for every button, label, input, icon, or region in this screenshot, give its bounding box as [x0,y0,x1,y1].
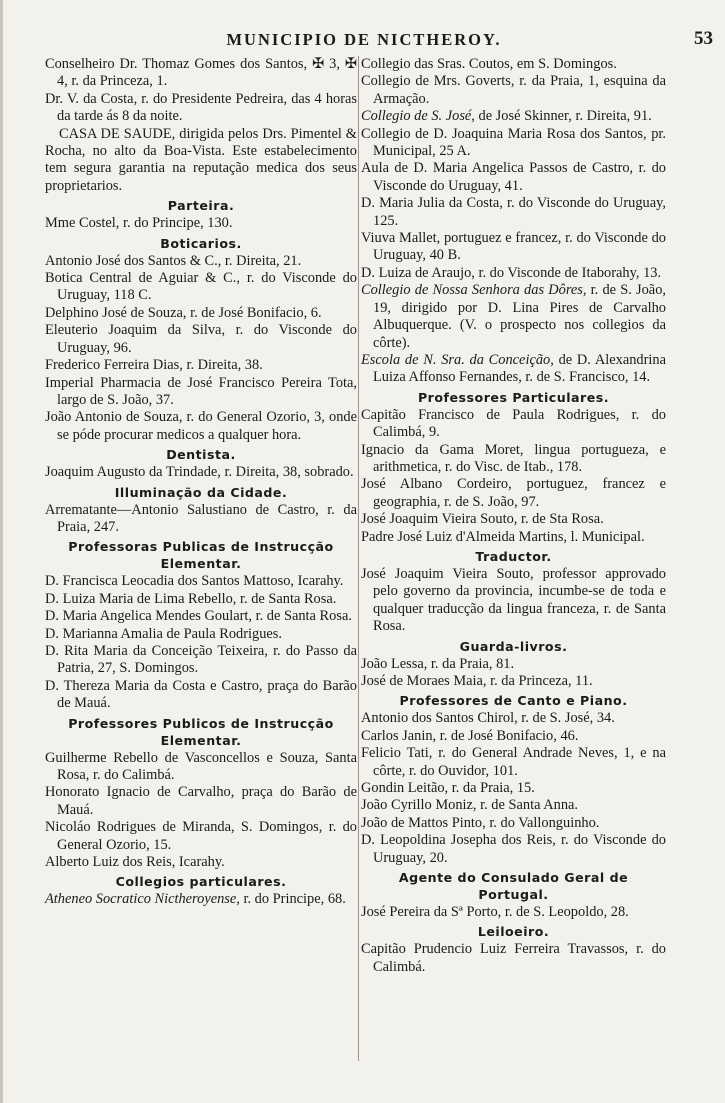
list-item: D. Maria Julia da Costa, r. do Visconde do Uruguay, 125. [361,195,666,229]
list-item: Carlos Janin, r. de José Bonifacio, 46. [361,727,579,744]
list-item: Imperial Pharmacia de José Francisco Pereira Tota, largo de S. João, 37. [45,374,357,408]
heading-line: Agente do Consulado Geral de [398,870,629,886]
list-item: Antonio dos Santos Chirol, r. de S. José, 34. [361,710,615,727]
list-item: João Lessa, r. da Praia, 81. [361,655,515,672]
right-column [361,56,666,976]
list-item: João Antonio de Souza, r. do General Ozorio, 3, onde se póde procurar medicos a qualquer hora. [45,409,357,443]
list-item: Guilherme Rebello de Vasconcellos e Souza, Santa Rosa, r. do Calimbá. [45,749,357,783]
list-item: Collegio de Mrs. Goverts, r. da Praia, 1, esquina da Armação. [361,73,666,107]
list-item: José de Moraes Maia, r. da Princeza, 11. [361,673,593,689]
section-heading-leiloeiro: Leiloeiro. [477,924,550,940]
institution-name: Collegio de Nossa Senhora das Dôres, [361,282,587,299]
heading-line: Professoras Publicas de Instrucção [68,539,334,555]
list-item [45,891,357,908]
list-item: D. Luiza Maria de Lima Rebello, r. de Santa Rosa. [45,590,337,607]
list-item [361,108,666,125]
list-item: D. Luiza de Araujo, r. do Visconde de Itaborahy, 13. [361,264,662,281]
heading-line: Elementar. [160,732,242,748]
list-item: Mme Costel, r. do Principe, 130. [45,215,233,232]
list-item: Conselheiro Dr. Thomaz Gomes dos Santos, ✠ 3, ✠ 4, r. da Princeza, 1. [45,56,357,90]
institution-name: Collegio de S. José, [361,108,475,125]
list-item: Delphino José de Souza, r. de José Bonifacio, 6. [45,304,322,321]
section-heading-boticarios: Boticarios. [160,235,242,251]
list-item: D. Rita Maria da Conceição Teixeira, r. do Passo da Patria, 27, S. Domingos. [45,642,357,677]
list-item: D. Francisca Leocadia dos Santos Mattoso, Icarahy. [45,573,344,590]
list-item: Collegio das Sras. Coutos, em S. Domingos. [361,56,617,72]
list-item: Capitão Prudencio Luiz Ferreira Travassos, r. do Calimbá. [361,941,666,975]
list-item: Joaquim Augusto da Trindade, r. Direita, 38, sobrado. [45,464,354,481]
list-item: D. Thereza Maria da Costa e Castro, praça do Barão de Mauá. [45,677,357,712]
list-item: José Joaquim Vieira Souto, professor approvado pelo governo da provincia, incumbe-se de toda e qualquer traducção da lingua franceza, r. de Santa Rosa. [361,565,666,635]
page-number: 53 [694,28,713,49]
list-item: Eleuterio Joaquim da Silva, r. do Visconde do Uruguay, 96. [45,322,357,356]
list-item: Dr. V. da Costa, r. do Presidente Pedreira, das 4 horas da tarde ás 8 da noite. [45,90,357,125]
institution-name: Escola de N. Sra. da Conceição, [361,351,554,368]
section-heading-dentista: Dentista. [166,447,236,463]
heading-line: Portugal. [478,887,549,903]
list-item: João Cyrillo Moniz, r. de Santa Anna. [361,797,579,814]
list-item: Nicoláo Rodrigues de Miranda, S. Domingos, r. do General Ozorio, 15. [45,819,357,853]
list-item: Antonio José dos Santos & C., r. Direita, 21. [45,252,302,269]
casa-de-saude-notice: CASA DE SAUDE, dirigida pelos Drs. Pimentel & Rocha, no alto da Boa-Vista. Este estabelecimento tem segura garantia na reputação medica dos seus proprietarios. [45,125,357,194]
list-item: José Joaquim Vieira Souto, r. de Sta Rosa. [361,511,604,528]
list-item: José Albano Cordeiro, portuguez, francez e geographia, r. de S. João, 97. [361,476,666,510]
list-item: Padre José Luiz d'Almeida Martins, l. Municipal. [361,528,645,545]
page-edge-shadow [0,0,3,1103]
list-item: Aula de D. Maria Angelica Passos de Castro, r. do Visconde do Uruguay, 41. [361,160,666,194]
list-item: D. Leopoldina Josepha dos Reis, r. do Visconde do Uruguay, 20. [361,832,666,866]
institution-name: Atheneo Socratico Nictheroyense, [45,891,240,908]
list-item: José Pereira da Sª Porto, r. de S. Leopoldo, 28. [361,904,629,921]
list-item: Alberto Luiz dos Reis, Icarahy. [45,854,225,871]
section-heading-professoras [45,538,357,572]
section-heading-agente-consulado [361,869,666,903]
section-heading-guarda-livros: Guarda-livros. [459,638,568,654]
column-divider [358,56,359,1061]
list-item: Ignacio da Gama Moret, lingua portugueza, e arithmetica, r. do Visc. de Itab., 178. [361,441,666,475]
address-text: de D. Alexandrina Luiza Affonso Fernandes, r. de S. Francisco, 14. [373,351,666,386]
section-heading-illuminacao: Illuminação da Cidade. [114,484,288,500]
section-heading-professores-particulares: Professores Particulares. [417,389,610,405]
list-item: Honorato Ignacio de Carvalho, praça do Barão de Mauá. [45,784,357,818]
list-item: Botica Central de Aguiar & C., r. do Visconde do Uruguay, 118 C. [45,270,357,304]
address-text: r. de S. João, 19, dirigido por D. Lina Pires de Carvalho Albuquerque. (V. o prospecto nos collegios da côrte). [373,282,666,351]
list-item: Frederico Ferreira Dias, r. Direita, 38. [45,357,263,374]
section-heading-professores [45,715,357,749]
address-text: de José Skinner, r. Direita, 91. [474,108,652,125]
list-item: Gondin Leitão, r. da Praia, 15. [361,780,535,797]
section-heading-collegios: Collegios particulares. [115,874,287,890]
page-title: MUNICIPIO DE NICTHEROY. [226,30,502,49]
section-heading-parteira: Parteira. [167,198,235,214]
list-item: João de Mattos Pinto, r. do Vallonguinho. [361,814,600,831]
list-item: Collegio de D. Joaquina Maria Rosa dos Santos, pr. Municipal, 25 A. [361,125,666,160]
list-item: Capitão Francisco de Paula Rodrigues, r. do Calimbá, 9. [361,406,666,441]
list-item: D. Marianna Amalia de Paula Rodrigues. [45,625,282,642]
left-column [45,56,357,909]
heading-line: Professores Publicos de Instrucção [68,715,334,731]
list-item: Viuva Mallet, portuguez e francez, r. do Visconde do Uruguay, 40 B. [361,230,666,264]
heading-line: Elementar. [160,556,242,572]
section-heading-traductor: Traductor. [475,548,552,564]
list-item [361,282,666,352]
list-item [361,352,666,387]
list-item: Felicio Tati, r. do General Andrade Neves, 1, e na côrte, r. do Ouvidor, 101. [361,745,666,779]
list-item: Arrematante—Antonio Salustiano de Castro, r. da Praia, 247. [45,501,357,535]
section-heading-canto-piano: Professores de Canto e Piano. [399,693,628,709]
list-item: D. Maria Angelica Mendes Goulart, r. de Santa Rosa. [45,608,352,625]
address-text: r. do Principe, 68. [239,891,346,908]
